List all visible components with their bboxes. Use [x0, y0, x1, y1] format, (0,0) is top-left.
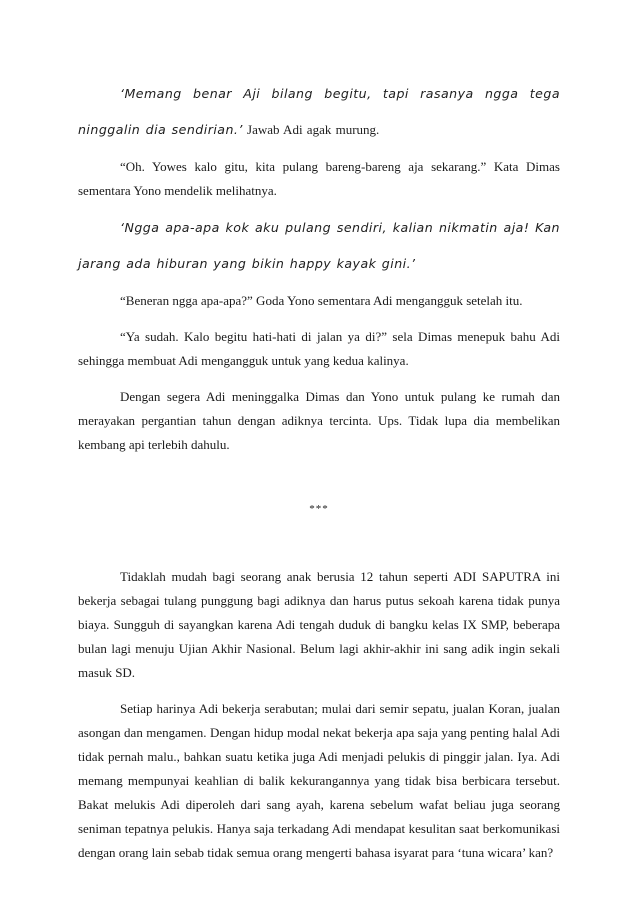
- handwritten-emphasis: happy: [289, 256, 332, 271]
- narration-tail: Jawab Adi agak murung.: [242, 122, 380, 137]
- paragraph-dimas: “Oh. Yowes kalo gitu, kita pulang bareng-bareng aja sekarang.” Kata Dimas sementara Yono mendelik melihatnya.: [78, 159, 560, 198]
- paragraph-dengan-segera: Dengan segera Adi meninggalka Dimas dan Yono untuk pulang ke rumah dan merayakan pergantian tahun dengan adiknya tercinta. Ups. Tidak lupa dia membelikan kembang api terlebih dahulu.: [78, 389, 560, 452]
- quote-adi-murung: [78, 76, 560, 148]
- paragraph-setiap-harinya: Setiap harinya Adi bekerja serabutan; mulai dari semir sepatu, jualan Koran, jualan asongan dan mengamen. Dengan hidup modal nekat bekerja apa saja yang penting halal Adi tidak pernah malu., bahkan suatu ketika juga Adi menjadi pelukis di pinggir jalan. Iya. Adi memang mempunyai keahlian di balik kekurangannya yang tidak bisa berbicara tersebut. Bakat melukis Adi diperoleh dari sang ayah, karena sebelum wafat beliau juga seorang seniman tepatnya pelukis. Hanya saja terkadang Adi mendapat kesulitan saat berkomunikasi dengan orang lain sebab tidak semua orang mengerti bahasa isyarat para ‘tuna wicara’ kan?: [78, 701, 560, 860]
- section-separator: ***: [309, 503, 329, 515]
- quote-pulang-sendiri: [78, 210, 560, 282]
- handwritten-quote-part-b: kayak gini.’: [331, 256, 416, 271]
- handwritten-quote: ‘Memang benar Aji bilang begitu, tapi rasanya ngga tega ninggalin dia sendirian.’: [78, 86, 560, 137]
- paragraph-tidaklah: Tidaklah mudah bagi seorang anak berusia 12 tahun seperti ADI SAPUTRA ini bekerja sebagai tulang punggung bagi adiknya dan harus putus sekoah karena tidak punya biaya. Sungguh di sayangkan karena Adi tengah duduk di bangku kelas IX SMP, beberapa bulan lagi menuju Ujian Akhir Nasional. Belum lagi akhir-akhir ini sang adik ingin sekali masuk SD.: [78, 569, 560, 680]
- paragraph-yono: “Beneran ngga apa-apa?” Goda Yono sementara Adi mengangguk setelah itu.: [120, 293, 523, 308]
- paragraph-ya-sudah: “Ya sudah. Kalo begitu hati-hati di jalan ya di?” sela Dimas menepuk bahu Adi sehingga membuat Adi mengangguk untuk yang kedua kalinya.: [78, 329, 560, 368]
- handwritten-quote-part-a: ‘Ngga apa-apa kok aku pulang sendiri, kalian nikmatin aja! Kan jarang ada hiburan yang bikin: [78, 220, 560, 271]
